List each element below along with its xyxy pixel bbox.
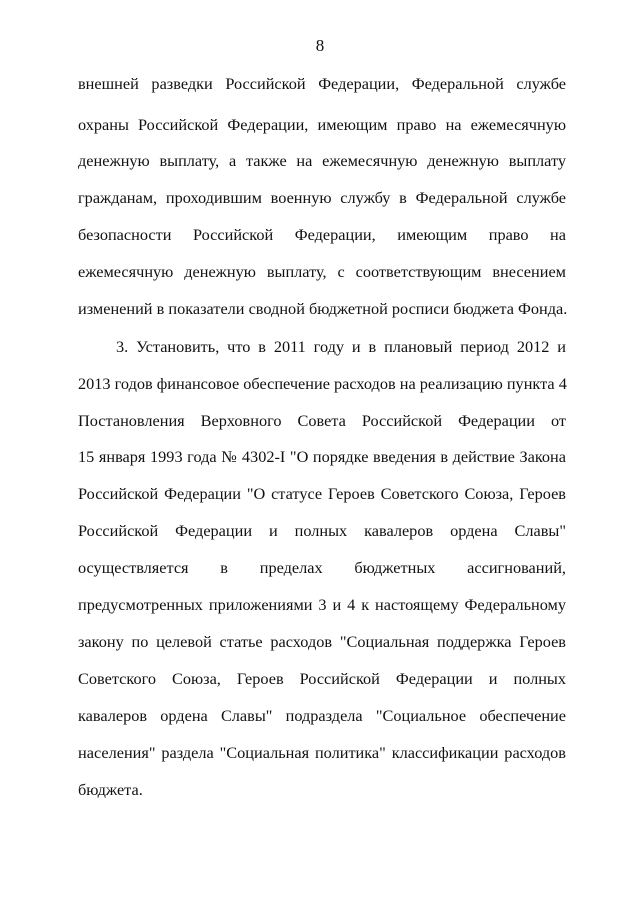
text-line: внешней разведки Российской Федерации, Федеральной службе: [78, 74, 566, 93]
page-number: 8: [315, 36, 325, 55]
text-line: изменений в показатели сводной бюджетной росписи бюджета Фонда.: [78, 299, 568, 318]
text-line: 3. Установить, что в 2011 году и в плановый период 2012 и: [116, 337, 566, 356]
text-line: 15 января 1993 года № 4302-I "О порядке введения в действие Закона: [78, 447, 566, 466]
text-line: гражданам, проходившим военную службу в Федеральной службе: [78, 188, 566, 207]
text-line: предусмотренных приложениями 3 и 4 к настоящему Федеральному: [78, 595, 566, 614]
text-line: кавалеров ордена Славы" подраздела "Социальное обеспечение: [78, 706, 566, 725]
text-line: безопасности Российской Федерации, имеющим право на: [78, 225, 566, 244]
text-line: денежную выплату, а также на ежемесячную денежную выплату: [78, 151, 566, 170]
text-line: Российской Федерации и полных кавалеров ордена Славы": [78, 521, 566, 540]
text-line: бюджета.: [78, 780, 143, 799]
text-line: охраны Российской Федерации, имеющим право на ежемесячную: [78, 115, 566, 134]
text-line: осуществляется в пределах бюджетных ассигнований,: [78, 558, 566, 577]
text-line: населения" раздела "Социальная политика" классификации расходов: [78, 743, 566, 762]
text-line: закону по целевой статье расходов "Социальная поддержка Героев: [78, 632, 566, 651]
text-line: Постановления Верховного Совета Российской Федерации от: [78, 411, 566, 430]
text-line: 2013 годов финансовое обеспечение расходов на реализацию пункта 4: [78, 374, 567, 393]
text-line: Российской Федерации "О статусе Героев Советского Союза, Героев: [78, 484, 566, 503]
text-line: ежемесячную денежную выплату, с соответствующим внесением: [78, 262, 566, 281]
text-line: Советского Союза, Героев Российской Федерации и полных: [78, 669, 566, 688]
